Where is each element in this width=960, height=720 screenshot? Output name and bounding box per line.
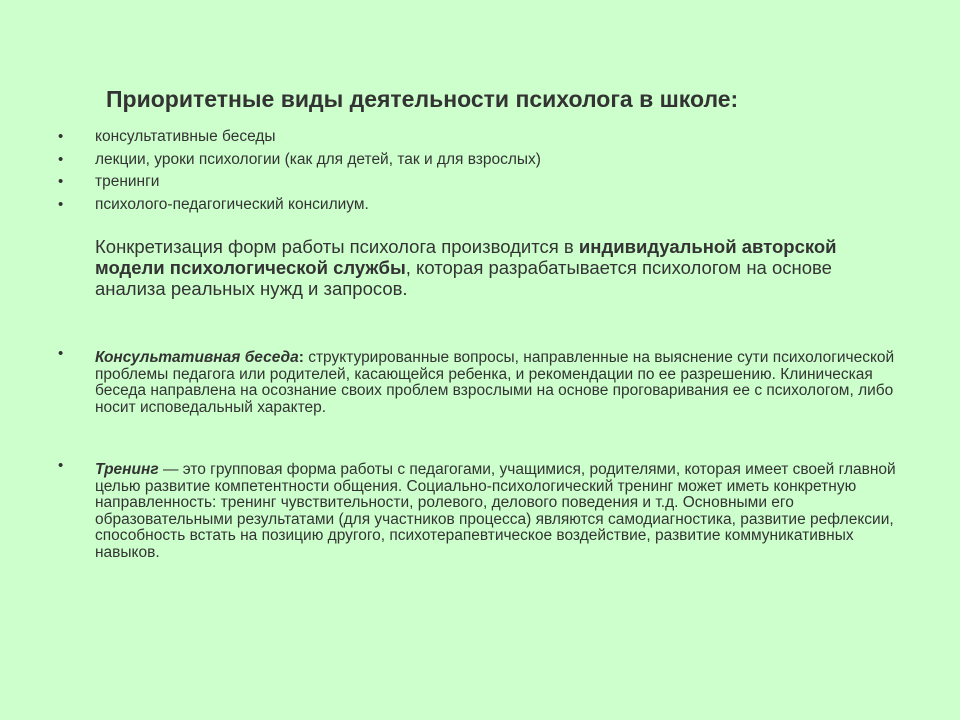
training-description: — это групповая форма работы с педагогами, учащимися, родителями, которая имеет своей главной целью развитие компетентности общения. Социально-психологический тренинг может иметь конкретную направленность: тренинг чувствительности, ролевого, делового поведения и т.д. Основными его образовательными результатами (для участников процесса) являются самодиагностика, развитие рефлексии, способность встать на позицию другого, психотерапевтическое воздействие, развитие коммуникативных навыков.: [95, 461, 896, 561]
list-item: [58, 171, 541, 194]
list-item: [58, 194, 541, 217]
training-text: [95, 462, 908, 561]
list-item-text: тренинги: [95, 173, 160, 190]
list-item-text: психолого-педагогический консилиум.: [95, 195, 369, 213]
training-section: [58, 457, 908, 561]
list-item: [58, 149, 541, 172]
activity-list: [58, 126, 541, 216]
consultation-description: структурированные вопросы, направленные на выяснение сути психологической проблемы педагога или родителей, касающейся ребенка, и рекомендации по ее разрешению. Клиническая беседа направлена на осознание своих проблем взрослыми на основе проговаривания ее с психологом, либо носит исповедальный характер.: [95, 349, 895, 416]
list-item: [58, 126, 541, 149]
list-item-text: консультативные беседы: [95, 128, 276, 145]
slide-title: Приоритетные виды деятельности психолога в школе:: [106, 86, 739, 112]
list-item-text: лекции, уроки психологии (как для детей, так и для взрослых): [95, 150, 541, 168]
paragraph-text-start: Конкретизация форм работы психолога производится в: [95, 236, 579, 257]
bullet-icon: •: [58, 128, 64, 145]
bullet-icon: •: [58, 150, 64, 168]
bullet-icon: •: [58, 195, 64, 213]
paragraph-bold-term: индивидуальной авторской модели психологической службы: [95, 236, 837, 278]
bullet-icon: •: [58, 345, 64, 362]
training-term: Тренинг: [95, 461, 159, 478]
consultation-text: [95, 350, 908, 416]
consultation-colon: :: [298, 349, 304, 366]
consultation-term: Консультативная беседа: [95, 349, 299, 366]
bullet-icon: •: [58, 173, 64, 190]
consultation-section: [58, 345, 908, 416]
concretization-paragraph: [95, 236, 855, 299]
bullet-icon: •: [58, 457, 64, 474]
paragraph-text-end: , которая разрабатывается психологом на основе анализа реальных нужд и запросов.: [95, 257, 832, 299]
